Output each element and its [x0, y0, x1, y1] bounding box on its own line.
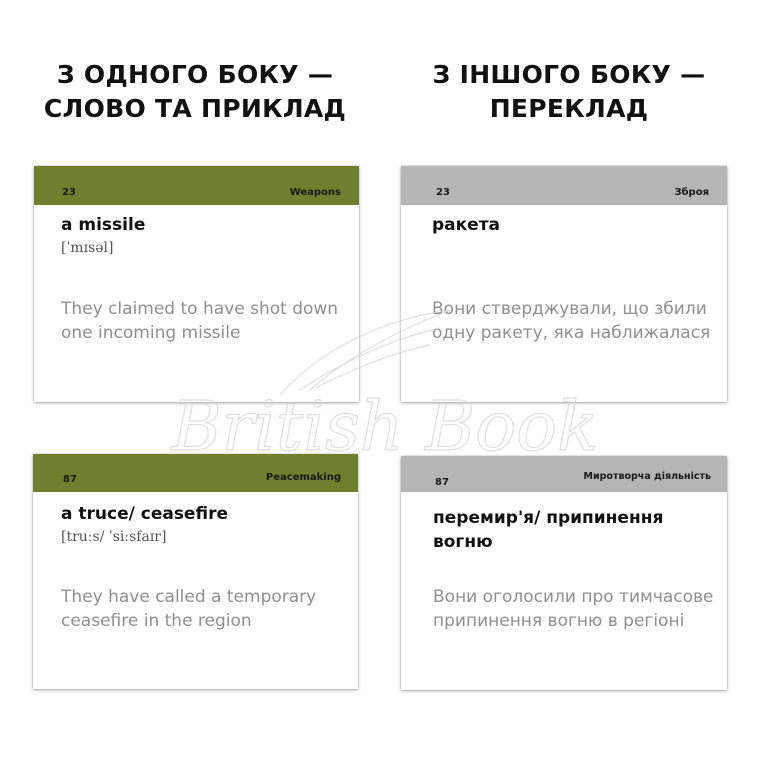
right-heading	[378, 58, 760, 126]
card-example: They have called a temporary ceasefire in the region	[61, 587, 317, 631]
card-category: Зброя	[674, 187, 709, 198]
left-heading-line-2: СЛОВО ТА ПРИКЛАД	[43, 94, 347, 123]
card-number: 87	[63, 474, 77, 485]
flashcard-back-missile	[401, 166, 727, 402]
card-word: a missile	[61, 215, 146, 235]
card-header-bar	[34, 166, 359, 205]
flashcard-front-truce	[33, 454, 358, 689]
card-header-bar	[401, 166, 727, 205]
card-category: Peacemaking	[265, 472, 341, 483]
card-word: ракета	[432, 215, 501, 235]
card-number: 87	[435, 477, 449, 488]
card-example: Вони оголосили про тимчасове припинення вогню в регіоні	[433, 587, 714, 631]
card-phonetic: [truːs/ ˈsiːsfaɪr]	[61, 529, 167, 545]
card-example: They claimed to have shot down one incoming missile	[61, 299, 339, 343]
card-word: a truce/ ceasefire	[61, 504, 228, 524]
left-heading-line-1: З ОДНОГО БОКУ —	[56, 60, 334, 89]
right-heading-line-1: З ІНШОГО БОКУ —	[432, 60, 706, 89]
card-phonetic: [ˈmɪsəl]	[61, 240, 114, 256]
card-header-bar	[401, 456, 727, 492]
card-header-bar	[33, 454, 358, 492]
flashcard-back-truce	[401, 456, 727, 690]
card-number: 23	[62, 187, 76, 198]
card-example: Вони стверджували, що збили одну ракету, яка наближалася	[432, 299, 711, 343]
card-number: 23	[436, 187, 450, 198]
watermark-text: British Book	[171, 388, 599, 467]
right-heading-line-2: ПЕРЕКЛАД	[489, 94, 649, 123]
flashcard-front-missile	[34, 166, 359, 402]
card-word: перемир'я/ припинення вогню	[433, 508, 664, 552]
card-category: Weapons	[289, 187, 341, 198]
card-category: Миротворча діяльність	[583, 471, 711, 482]
left-heading	[4, 58, 386, 126]
